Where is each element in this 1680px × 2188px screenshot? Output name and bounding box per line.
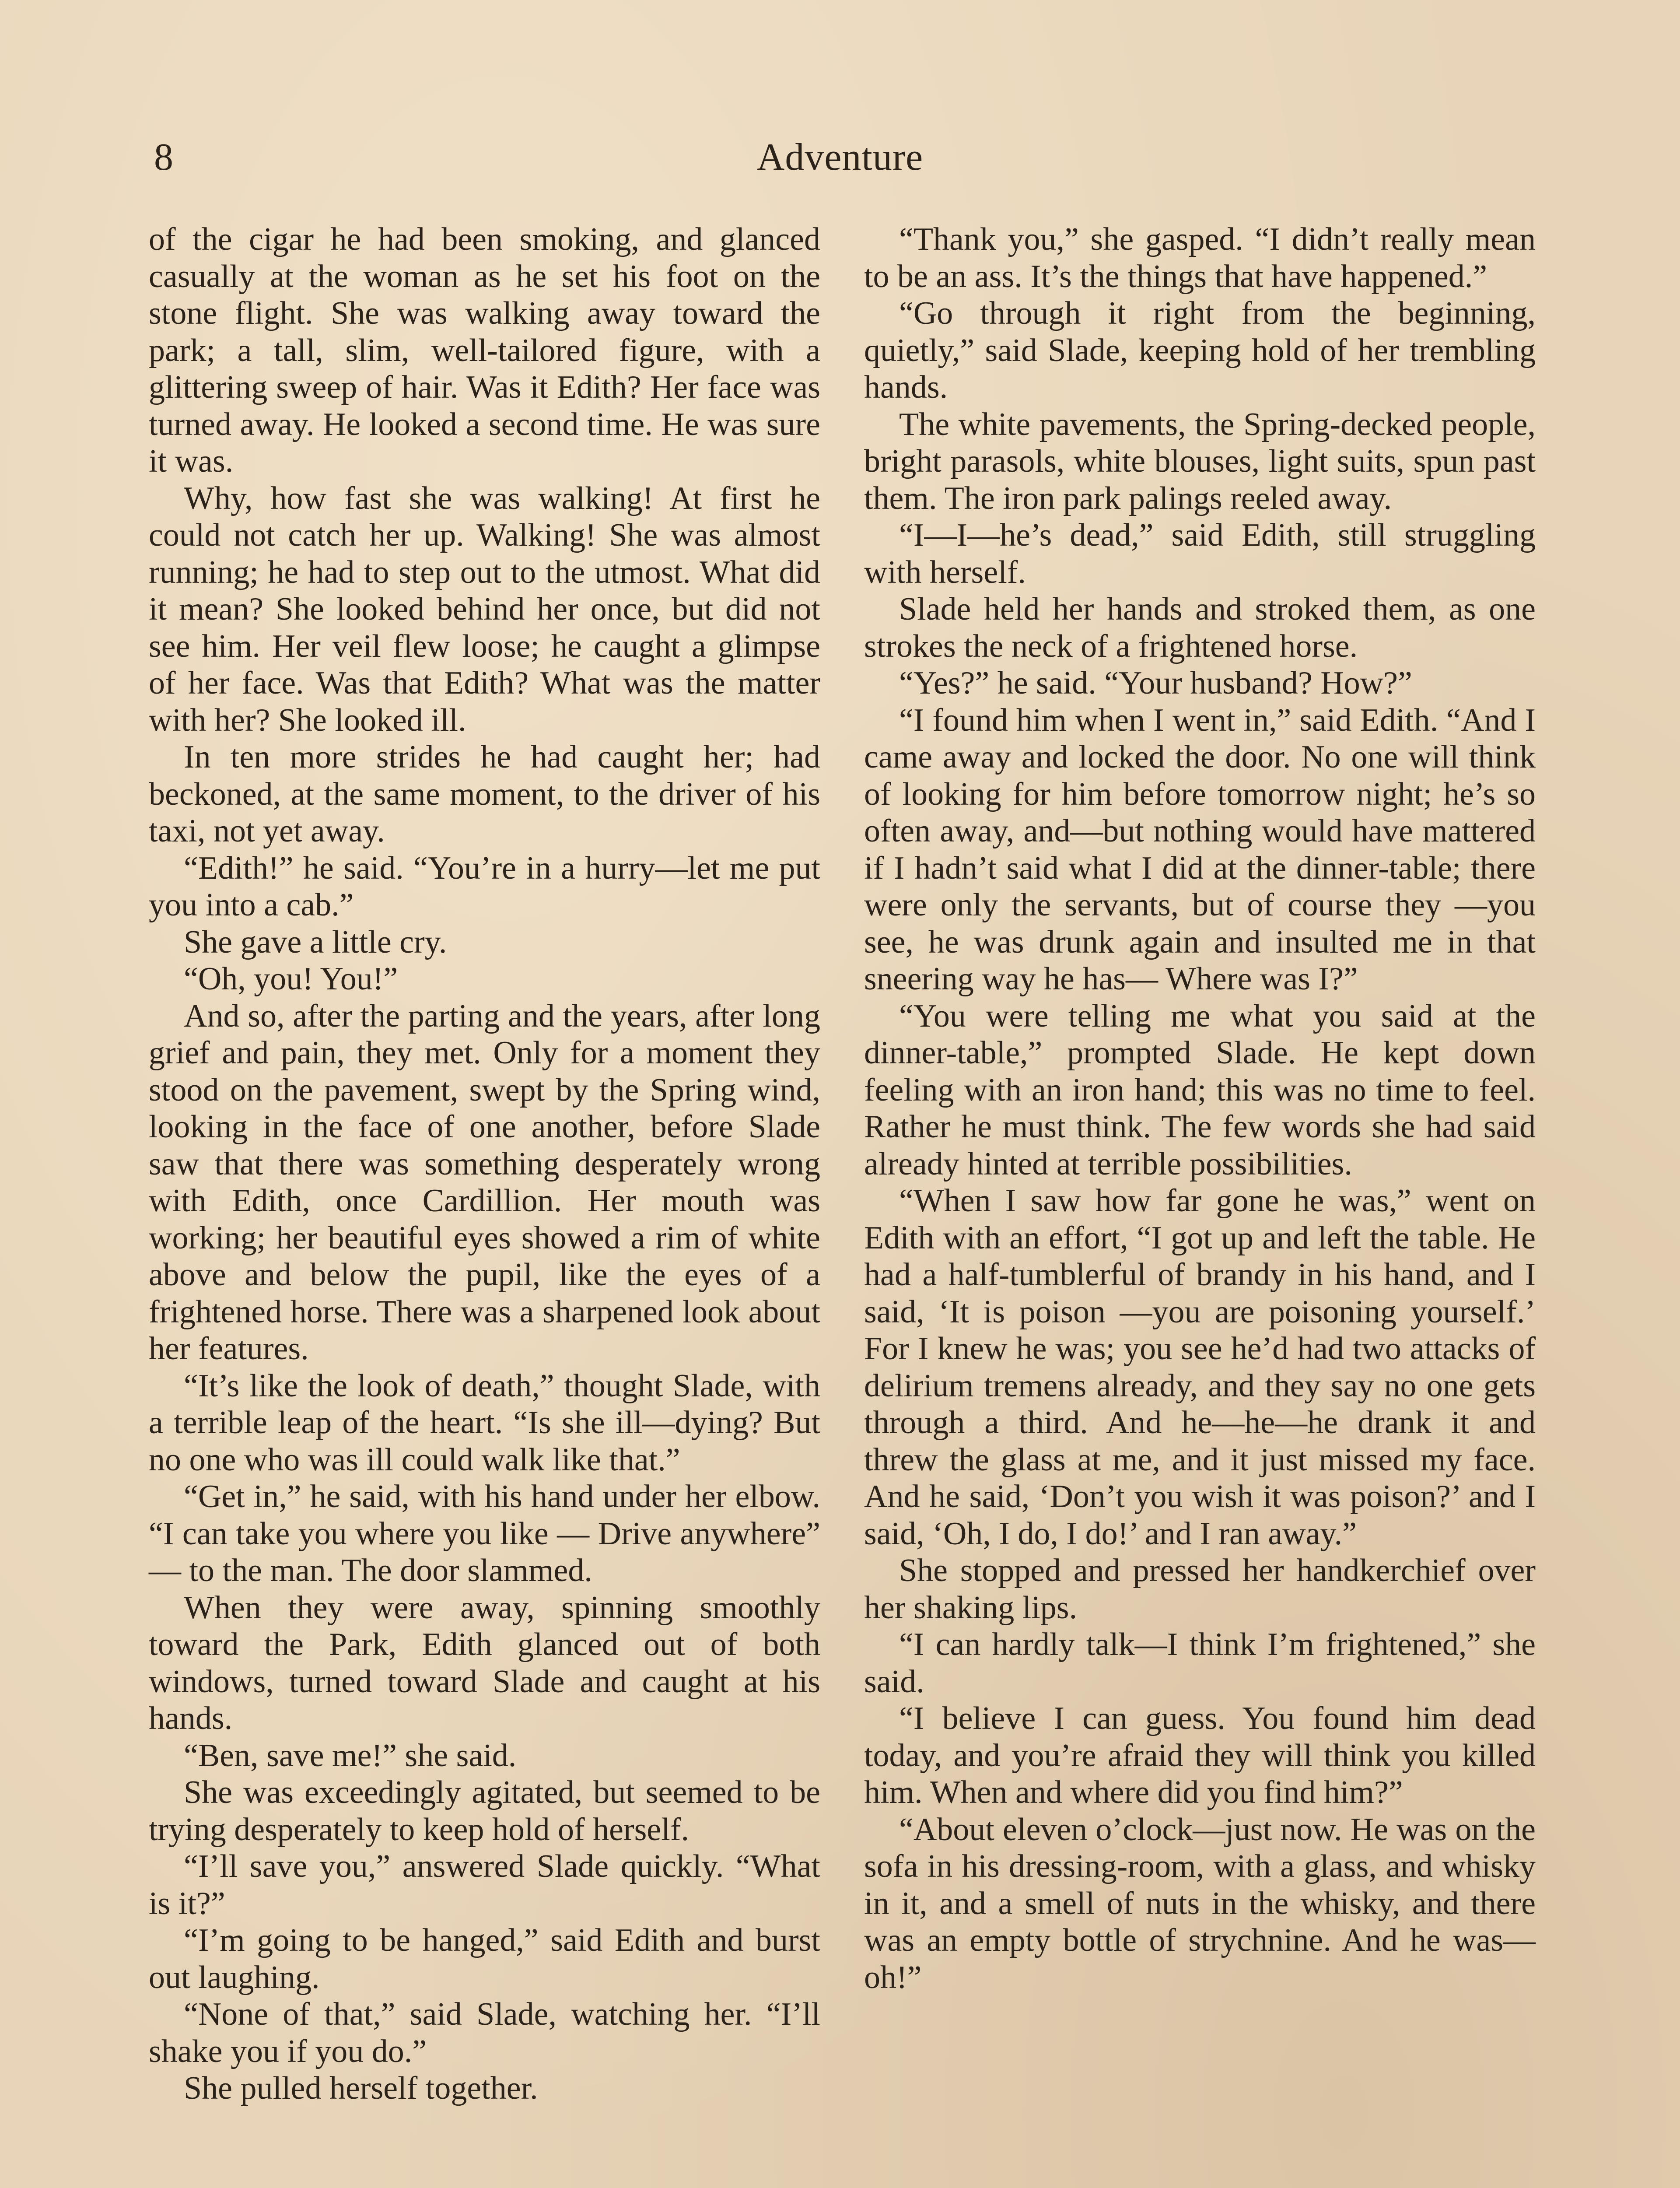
paragraph: The white pavements, the Spring-decked people, bright parasols, white blouses, light suits, spun past them. The iron park palings reeled away. (864, 406, 1536, 516)
paragraph: “I—I—he’s dead,” said Edith, still struggling with herself. (864, 517, 1536, 590)
paragraph: “It’s like the look of death,” thought Slade, with a terrible leap of the heart. “Is she ill—dying? But no one who was ill could walk like that.” (149, 1368, 820, 1478)
paragraph: “I found him when I went in,” said Edith. “And I came away and locked the door. No one will think of looking for him before tomorrow night; he’s so often away, and—but nothing would have mattered if I hadn’t said what I did at the dinner-table; there were only the servants, but of course they —you see, he was drunk again and insulted me in that sneering way he has— Where was I?” (864, 702, 1536, 997)
paragraph: “About eleven o’clock—just now. He was on the sofa in his dressing-room, with a glass, and whisky in it, and a smell of nuts in the whisky, and there was an empty bottle of strychnine. And he was—oh!” (864, 1811, 1536, 1995)
paragraph: “Edith!” he said. “You’re in a hurry—let me put you into a cab.” (149, 850, 820, 923)
paragraph: She stopped and pressed her handkerchief over her shaking lips. (864, 1553, 1536, 1626)
left-column (149, 221, 820, 2107)
right-column (864, 221, 1536, 1996)
paragraph: “Go through it right from the beginning, quietly,” said Slade, keeping hold of her trembling hands. (864, 295, 1536, 405)
paragraph: “Yes?” he said. “Your husband? How?” (899, 665, 1412, 701)
paragraph: In ten more strides he had caught her; had beckoned, at the same moment, to the driver of his taxi, not yet away. (149, 739, 820, 849)
paragraph: “I can hardly talk—I think I’m frightened,” she said. (864, 1627, 1536, 1700)
paragraph: She gave a little cry. (184, 924, 447, 960)
paragraph: When they were away, spinning smoothly toward the Park, Edith glanced out of both windows, turned toward Slade and caught at his hands. (149, 1589, 820, 1736)
paragraph: Why, how fast she was walking! At first he could not catch her up. Walking! She was almost running; he had to step out to the utmost. What did it mean? She looked behind her once, but did not see him. Her veil flew loose; he caught a glimpse of her face. Was that Edith? What was the matter with her? She looked ill. (149, 480, 820, 738)
paragraph: And so, after the parting and the years, after long grief and pain, they met. Only for a moment they stood on the pavement, swept by the Spring wind, looking in the face of one another, before Slade saw that there was something desperately wrong with Edith, once Cardillion. Her mouth was working; her beautiful eyes showed a rim of white above and below the pupil, like the eyes of a frightened horse. There was a sharpened look about her features. (149, 998, 820, 1367)
paragraph: “Oh, you! You!” (184, 961, 398, 997)
paragraph: “When I saw how far gone he was,” went on Edith with an effort, “I got up and left the table. He had a half-tumblerful of brandy in his hand, and I said, ‘It is poison —you are poisoning yourself.’ For I knew he was; you see he’d had two attacks of delirium tremens already, and they say no one gets through a third. And he—he—he drank it and threw the glass at me, and it just missed my face. And he said, ‘Don’t you wish it was poison?’ and I said, ‘Oh, I do, I do!’ and I ran away.” (864, 1183, 1536, 1552)
paragraph: “I believe I can guess. You found him dead today, and you’re afraid they will think you killed him. When and where did you find him?” (864, 1701, 1536, 1810)
paragraph: “None of that,” said Slade, watching her. “I’ll shake you if you do.” (149, 1996, 820, 2069)
paragraph: She was exceedingly agitated, but seemed to be trying desperately to keep hold of herself. (149, 1774, 820, 1848)
paragraph: “I’m going to be hanged,” said Edith and burst out laughing. (149, 1922, 820, 1995)
running-title: Adventure (756, 136, 924, 179)
page-header (149, 131, 1531, 184)
paragraph: She pulled herself together. (184, 2070, 538, 2106)
paragraph: “Thank you,” she gasped. “I didn’t really mean to be an ass. It’s the things that have happened.” (864, 221, 1536, 295)
paragraph: “You were telling me what you said at the dinner-table,” prompted Slade. He kept down feeling with an iron hand; this was no time to feel. Rather he must think. The few words she had said already hinted at terrible possibilities. (864, 998, 1536, 1182)
paragraph: of the cigar he had been smoking, and glanced casually at the woman as he set his foot on the stone flight. She was walking away toward the park; a tall, slim, well-tailored figure, with a glittering sweep of hair. Was it Edith? Her face was turned away. He looked a second time. He was sure it was. (149, 221, 820, 479)
paragraph: Slade held her hands and stroked them, as one strokes the neck of a frightened horse. (864, 591, 1536, 664)
paragraph: “Get in,” he said, with his hand under her elbow. “I can take you where you like — Drive anywhere” — to the man. The door slammed. (149, 1479, 820, 1588)
page-number: 8 (154, 136, 173, 179)
paragraph: “I’ll save you,” answered Slade quickly. “What is it?” (149, 1848, 820, 1922)
paragraph: “Ben, save me!” she said. (184, 1737, 517, 1774)
